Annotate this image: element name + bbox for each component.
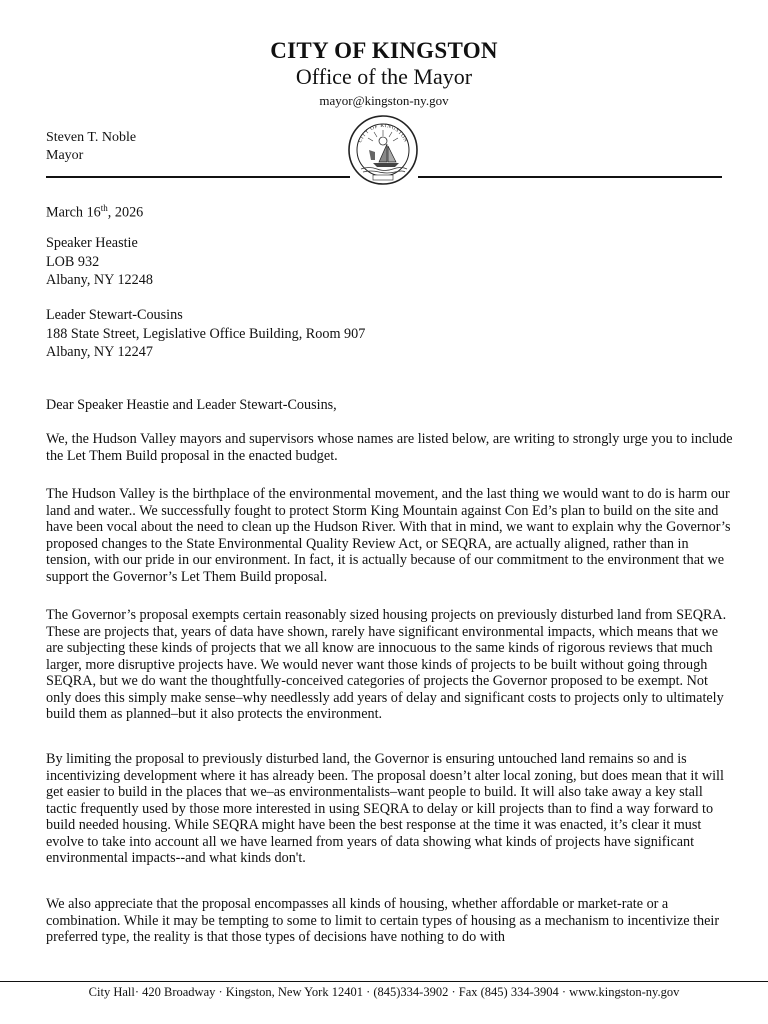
recipient-2-line-2: Albany, NY 12247 (46, 344, 153, 361)
recipient-1-line-1: LOB 932 (46, 253, 100, 270)
body-paragraph: The Hudson Valley is the birthplace of the environmental movement, and the last thing we would want to do is harm our land and water.. We successfully fought to protect Storm King Mountain against Con Ed’s plan to build on the site and have been vocal about the need to clean up the Hudson River. With that in mind, we want to explain why the Governor’s proposed changes to the State Environmental Quality Review Act, or SEQRA, are actually aligned, rather than in tension, with our pride in our environment. In fact, it is actually because of our commitment to the environment that we support the Governor’s Let Them Build proposal. (46, 486, 731, 585)
date-month-day: March 16 (46, 204, 101, 221)
letter-date (46, 200, 726, 221)
body-paragraph: By limiting the proposal to previously disturbed land, the Governor is ensuring untouched land remains so and is incentivizing development where it has already been. The proposal doesn’t alter local zoning, but does mean that it will get easier to build in the places that we–as environmentalists–want people to build. It will also take away a key stall tactic frequently used by those more interested in using SEQRA to delay or kill projects than to find a way forward to build needed housing. While SEQRA might have been the best response at the time it was enacted, it’s clear it must evolve to take into account all we have learned from years of data showing what kinds of projects have significant environmental impacts--and what kinds don't. (46, 751, 724, 866)
recipient-address-2 (46, 306, 736, 362)
recipient-1-name: Speaker Heastie (46, 235, 138, 251)
date-ordinal: th (100, 203, 108, 213)
sender-name: Steven T. Noble (46, 130, 137, 145)
body-paragraph: We also appreciate that the proposal encompasses all kinds of housing, whether affordable or market-rate or a combination. While it may be tempting to some to limit to certain types of housing as a mechanism to incentivize their preferred type, the reality is that those types of decisions have nothing to do with (46, 896, 720, 945)
letterhead-divider-right (418, 176, 722, 178)
footer-contact: City Hall· 420 Broadway · Kingston, New York 12401 · (845)334-3902 · Fax (845) 334-3904 · www.kingston-ny.gov (88, 985, 680, 999)
salutation: Dear Speaker Heastie and Leader Stewart-Cousins, (46, 397, 337, 413)
footer-divider (0, 981, 768, 982)
seal-text: CITY OF KINGSTON (357, 122, 409, 144)
recipient-1-line-2: Albany, NY 12248 (46, 272, 153, 289)
date-year: , 2026 (107, 204, 144, 221)
body-paragraph: We, the Hudson Valley mayors and supervisors whose names are listed below, are writing to strongly urge you to include the Let Them Build proposal in the enacted budget. (46, 431, 733, 464)
city-seal-icon (347, 114, 419, 186)
sender-title: Mayor (46, 148, 84, 163)
office-title: Office of the Mayor (295, 64, 473, 89)
letterhead-divider-left (46, 176, 350, 178)
city-title: CITY OF KINGSTON (270, 38, 498, 63)
recipient-2-name: Leader Stewart-Cousins (46, 307, 183, 323)
body-paragraph: The Governor’s proposal exempts certain reasonably sized housing projects on previously disturbed land from SEQRA. These are projects that, years of data have shown, rarely have significant environmental impacts, which means that we are subjecting these kinds of projects that we all know are innocuous to the same kinds of rigorous reviews that much larger, more disruptive projects have. We would never want those kinds of projects to be built without going through SEQRA, but we do want the thoughtfully-conceived categories of projects the Governor proposed to be exempt. Not only does this simply make sense–why needlessly add years of delay and significant costs to projects only to ultimately build them as planned–but it also protects the environment. (46, 607, 727, 722)
sender-block (46, 129, 136, 165)
letterhead (0, 38, 768, 110)
recipient-2-line-1: 188 State Street, Legislative Office Building, Room 907 (46, 325, 366, 342)
mayor-email-link[interactable]: mayor@kingston-ny.gov (319, 93, 449, 108)
recipient-address-1 (46, 234, 736, 290)
